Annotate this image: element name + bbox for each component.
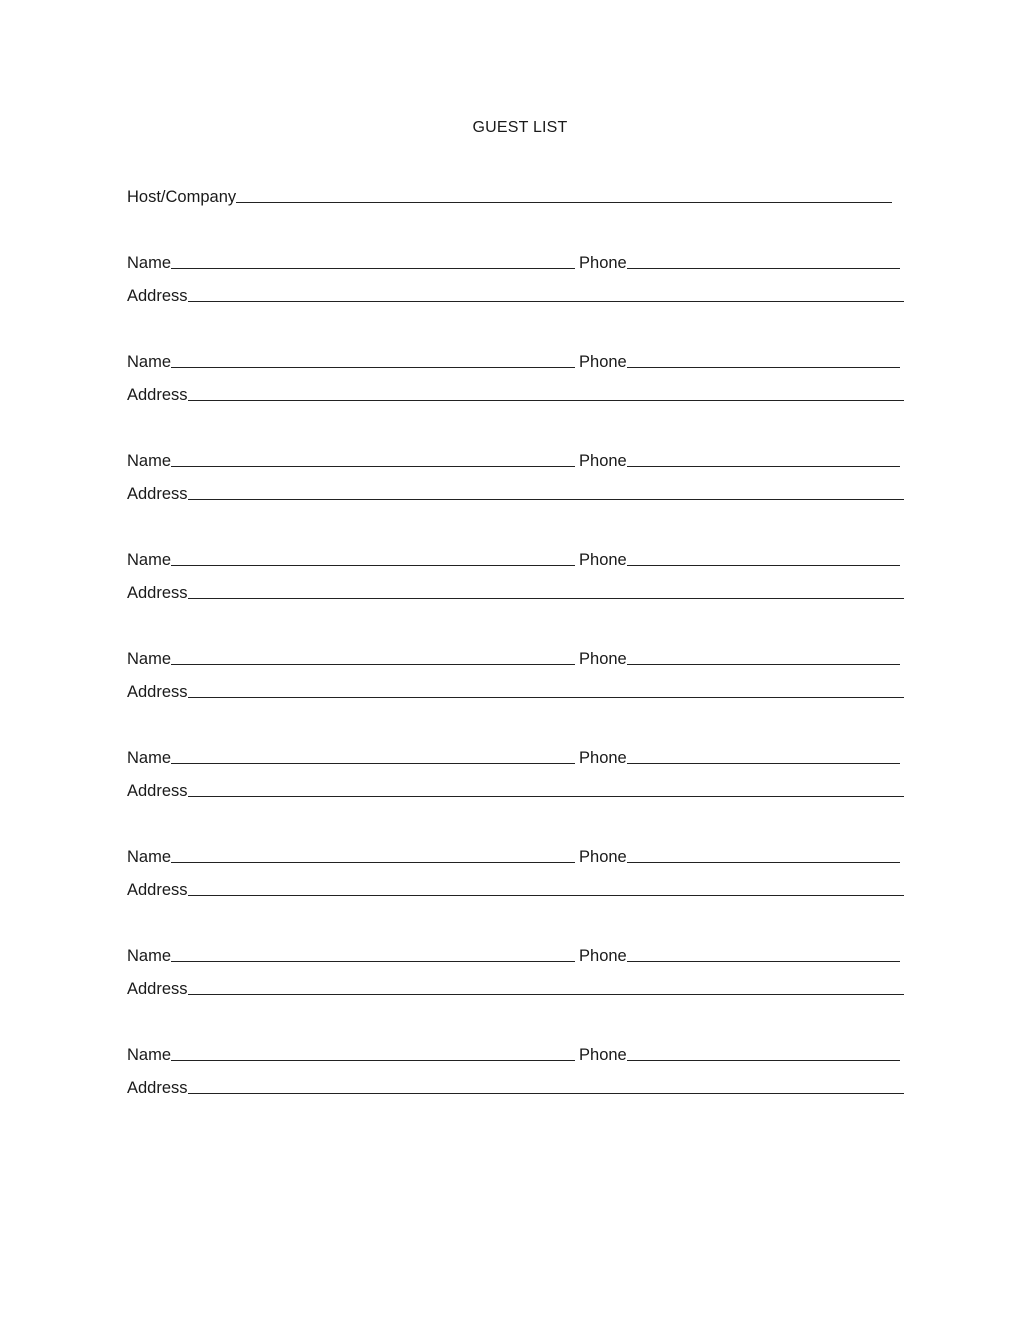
guest-name-phone-row bbox=[127, 844, 900, 866]
guest-address-row bbox=[127, 877, 904, 899]
address-blank[interactable] bbox=[188, 895, 904, 896]
name-label: Name bbox=[127, 749, 172, 767]
address-blank[interactable] bbox=[188, 994, 904, 995]
phone-label: Phone bbox=[579, 254, 627, 272]
name-blank[interactable] bbox=[171, 664, 575, 665]
name-blank[interactable] bbox=[171, 367, 575, 368]
guest-address-row bbox=[127, 778, 904, 800]
guest-name-phone-row bbox=[127, 250, 900, 272]
address-blank[interactable] bbox=[188, 400, 904, 401]
phone-blank[interactable] bbox=[627, 268, 900, 269]
phone-blank[interactable] bbox=[627, 664, 900, 665]
name-blank[interactable] bbox=[171, 565, 575, 566]
host-company-blank[interactable] bbox=[236, 202, 892, 203]
address-blank[interactable] bbox=[188, 697, 904, 698]
name-blank[interactable] bbox=[171, 763, 575, 764]
guest-address-row bbox=[127, 580, 904, 602]
guest-address-row bbox=[127, 679, 904, 701]
page-title: GUEST LIST bbox=[472, 119, 568, 136]
guest-address-row bbox=[127, 481, 904, 503]
name-blank[interactable] bbox=[171, 961, 575, 962]
address-label: Address bbox=[127, 683, 188, 701]
guest-address-row bbox=[127, 976, 904, 998]
phone-label: Phone bbox=[579, 749, 627, 767]
address-label: Address bbox=[127, 782, 188, 800]
phone-label: Phone bbox=[579, 551, 627, 569]
address-blank[interactable] bbox=[188, 1093, 904, 1094]
host-company-label: Host/Company bbox=[127, 188, 237, 206]
guest-name-phone-row bbox=[127, 349, 900, 371]
address-label: Address bbox=[127, 881, 188, 899]
host-company-field[interactable] bbox=[127, 184, 892, 206]
phone-label: Phone bbox=[579, 947, 627, 965]
address-label: Address bbox=[127, 386, 188, 404]
guest-name-phone-row bbox=[127, 547, 900, 569]
name-label: Name bbox=[127, 254, 172, 272]
name-label: Name bbox=[127, 452, 172, 470]
address-label: Address bbox=[127, 980, 188, 998]
guest-name-phone-row bbox=[127, 646, 900, 668]
address-label: Address bbox=[127, 287, 188, 305]
phone-blank[interactable] bbox=[627, 466, 900, 467]
address-label: Address bbox=[127, 1079, 188, 1097]
name-blank[interactable] bbox=[171, 1060, 575, 1061]
phone-label: Phone bbox=[579, 848, 627, 866]
guest-name-phone-row bbox=[127, 943, 900, 965]
phone-label: Phone bbox=[579, 650, 627, 668]
phone-label: Phone bbox=[579, 1046, 627, 1064]
address-blank[interactable] bbox=[188, 301, 904, 302]
phone-blank[interactable] bbox=[627, 1060, 900, 1061]
guest-address-row bbox=[127, 283, 904, 305]
phone-blank[interactable] bbox=[627, 961, 900, 962]
phone-blank[interactable] bbox=[627, 565, 900, 566]
address-label: Address bbox=[127, 485, 188, 503]
name-label: Name bbox=[127, 947, 172, 965]
phone-blank[interactable] bbox=[627, 862, 900, 863]
address-blank[interactable] bbox=[188, 796, 904, 797]
address-blank[interactable] bbox=[188, 598, 904, 599]
name-label: Name bbox=[127, 353, 172, 371]
guest-name-phone-row bbox=[127, 745, 900, 767]
guest-address-row bbox=[127, 1075, 904, 1097]
name-label: Name bbox=[127, 1046, 172, 1064]
address-label: Address bbox=[127, 584, 188, 602]
name-label: Name bbox=[127, 650, 172, 668]
phone-blank[interactable] bbox=[627, 367, 900, 368]
phone-label: Phone bbox=[579, 452, 627, 470]
name-label: Name bbox=[127, 848, 172, 866]
name-blank[interactable] bbox=[171, 268, 575, 269]
address-blank[interactable] bbox=[188, 499, 904, 500]
name-blank[interactable] bbox=[171, 862, 575, 863]
guest-address-row bbox=[127, 382, 904, 404]
phone-label: Phone bbox=[579, 353, 627, 371]
name-label: Name bbox=[127, 551, 172, 569]
guest-name-phone-row bbox=[127, 448, 900, 470]
guest-name-phone-row bbox=[127, 1042, 900, 1064]
name-blank[interactable] bbox=[171, 466, 575, 467]
phone-blank[interactable] bbox=[627, 763, 900, 764]
